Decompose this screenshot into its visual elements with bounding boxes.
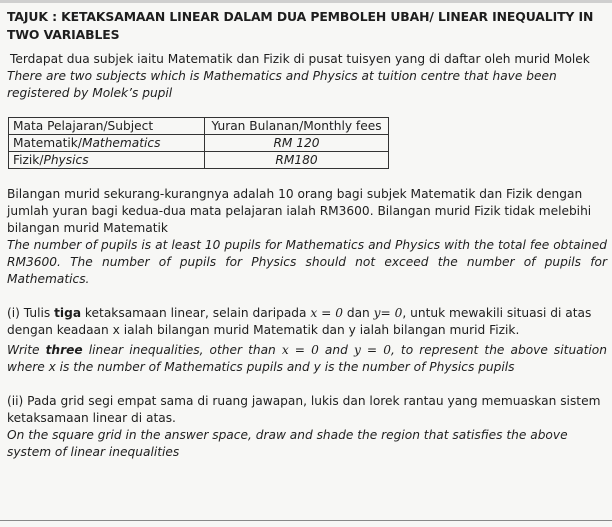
equation: y = 0 xyxy=(353,343,391,357)
q2-malay: (ii) Pada grid segi empat sama di ruang jawapan, lukis dan lorek rantau yang memuaskan sistem ketaksamaan linear di atas. xyxy=(7,394,601,425)
fee-cell: RM180 xyxy=(205,152,389,169)
subject-malay: Fizik/ xyxy=(13,153,44,167)
table-row xyxy=(9,135,389,152)
worksheet xyxy=(7,8,607,461)
q1-malay-text: ketaksamaan linear, selain daripada xyxy=(81,306,311,320)
header-fees: Yuran Bulanan/Monthly fees xyxy=(205,118,389,135)
subject-cell xyxy=(9,135,205,152)
equation: x = 0 xyxy=(281,343,319,357)
subject-english: Physics xyxy=(43,153,89,167)
top-border xyxy=(0,0,612,3)
page-title: TAJUK : KETAKSAMAAN LINEAR DALAM DUA PEMBOLEH UBAH/ LINEAR INEQUALITY IN TWO VARIABLES xyxy=(7,9,594,42)
para2-malay: Bilangan murid sekurang-kurangnya adalah 10 orang bagi subjek Matematik dan Fizik dengan jumlah yuran bagi kedua-dua mata pelajaran ialah RM3600. Bilangan murid Fizik tidak melebihi bilangan murid Matematik xyxy=(7,187,592,235)
para2-english: The number of pupils is at least 10 pupils for Mathematics and Physics with the total fee obtained RM3600. The number of pupils for Physics should not exceed the number of pupils for Mathematics. xyxy=(7,238,607,286)
fees-table xyxy=(8,117,389,169)
intro-english: There are two subjects which is Mathematics and Physics at tuition centre that have been registered by Molek’s pupil xyxy=(7,69,557,100)
equation: y= 0 xyxy=(373,306,403,320)
q1-malay-text: dan xyxy=(342,306,374,320)
table-row xyxy=(9,152,389,169)
q1-malay-bold: tiga xyxy=(54,306,82,320)
q1-english-text: , to represent the above situation where x is the number of Mathematics pupils and y is the number of Physics pupils xyxy=(7,343,607,374)
bottom-divider xyxy=(0,520,612,521)
q1-english-text: linear inequalities, other than xyxy=(82,343,282,357)
q2-english: On the square grid in the answer space, draw and shade the region that satisfies the above system of linear inequalities xyxy=(7,428,568,459)
subject-malay: Matematik/ xyxy=(13,136,82,150)
subject-cell xyxy=(9,152,205,169)
q1-english-text: and xyxy=(318,343,354,357)
q1-english xyxy=(7,342,607,376)
table-header-row xyxy=(9,118,389,135)
q1-english-text: Write xyxy=(7,343,46,357)
q1-malay-text: (i) Tulis xyxy=(7,306,55,320)
q1-malay xyxy=(7,305,607,339)
fee-cell: RM 120 xyxy=(205,135,389,152)
subject-english: Mathematics xyxy=(81,136,161,150)
q1-english-bold: three xyxy=(45,343,83,357)
equation: x = 0 xyxy=(310,306,343,320)
header-subject: Mata Pelajaran/Subject xyxy=(9,118,205,135)
intro-malay: Terdapat dua subjek iaitu Matematik dan Fizik di pusat tuisyen yang di daftar oleh murid Molek xyxy=(10,52,590,66)
q1-malay-text: , untuk mewakili situasi di atas dengan keadaan x ialah bilangan murid Matematik dan y ialah bilangan murid Fizik. xyxy=(7,306,592,337)
